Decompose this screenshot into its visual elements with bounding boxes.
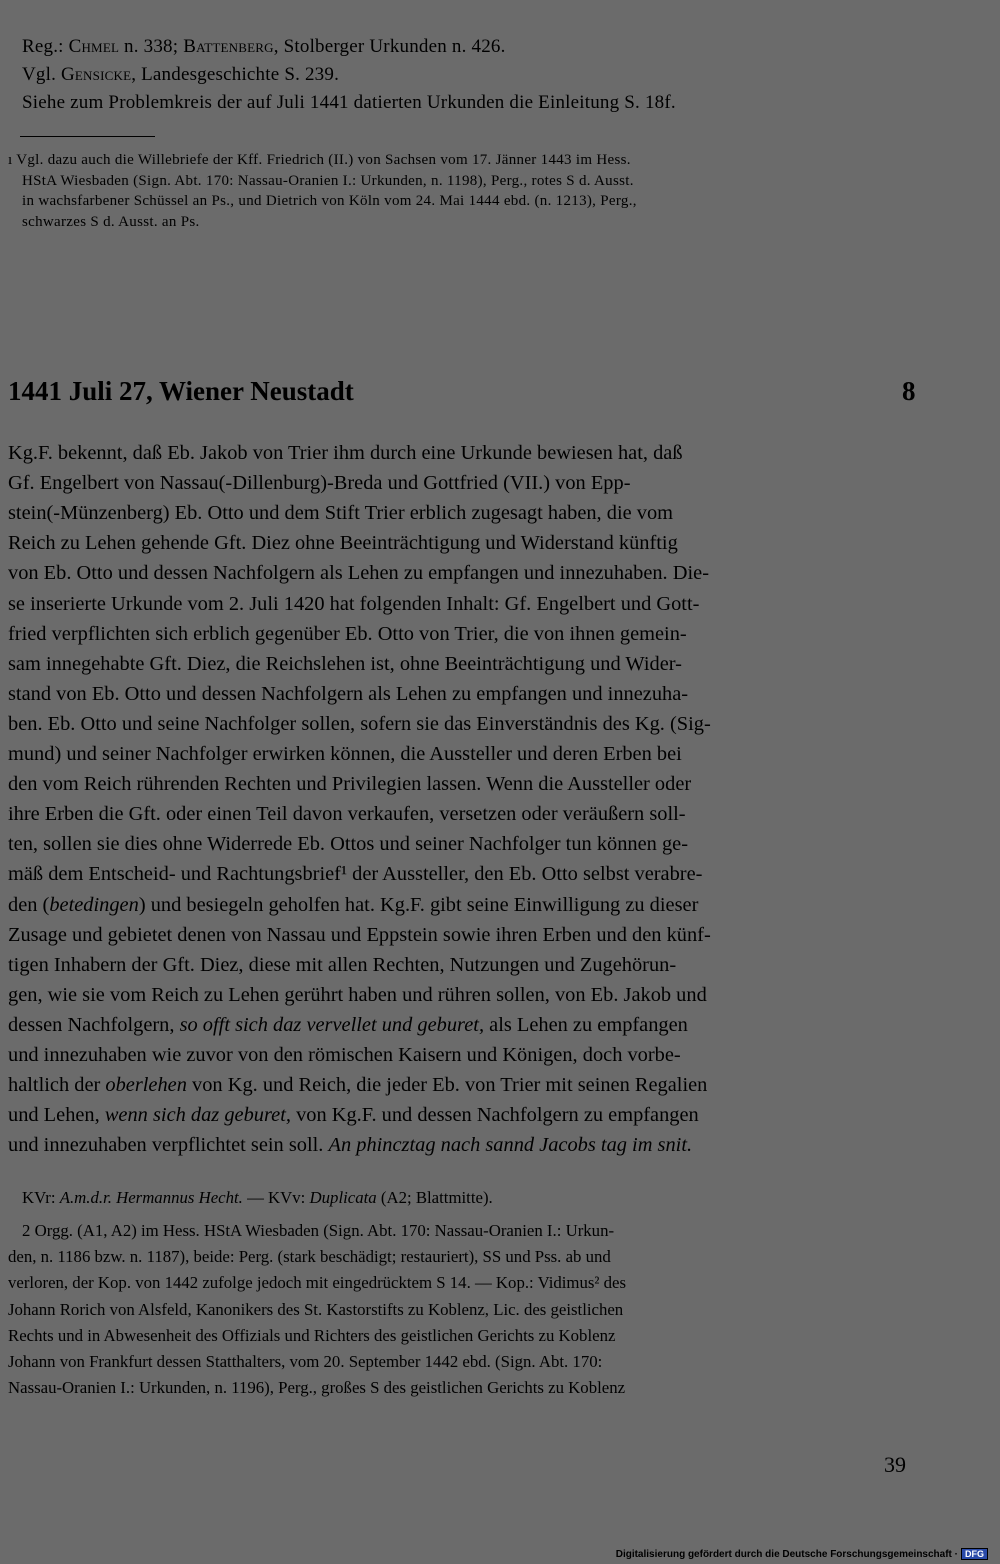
- text-segment: von Eb. Otto und dessen Nachfolgern als Lehen zu empfangen und innezuhaben. Die-: [8, 562, 709, 585]
- body-line: [8, 984, 707, 1007]
- body-line: [8, 833, 688, 856]
- text-segment: mäß dem Entscheid- und Rachtungsbrief¹ der Aussteller, den Eb. Otto selbst verabre-: [8, 863, 703, 886]
- text-segment: tigen Inhabern der Gft. Diez, diese mit allen Rechten, Nutzungen und Zugehörun-: [8, 953, 677, 976]
- body-line: [8, 773, 691, 796]
- body-line: [8, 532, 678, 555]
- body-line: [8, 1074, 707, 1097]
- text-segment: und innezuhaben wie zuvor von den römischen Kaisern und Königen, doch vorbe-: [8, 1044, 681, 1066]
- text-segment: sam innegehabte Gft. Diez, die Reichslehen ist, ohne Beeinträchtigung und Wider-: [8, 652, 682, 675]
- body-line: [8, 1134, 692, 1157]
- body-line: [8, 924, 711, 947]
- reference-line: [22, 64, 339, 86]
- text-segment: ben. Eb. Otto und seine Nachfolger sollen, sofern sie das Einverständnis des Kg. (Sig-: [8, 712, 711, 735]
- text-segment: Kg.F. bekennt, daß Eb. Jakob von Trier ihm durch eine Urkunde bewiesen hat, daß: [8, 442, 683, 464]
- body-line: [8, 954, 676, 977]
- text-segment: und Lehen,: [8, 1104, 105, 1127]
- body-line: [8, 623, 687, 646]
- page-number: 39: [884, 1452, 906, 1477]
- footnote-line: ı Vgl. dazu auch die Willebriefe der Kff. Friedrich (II.) von Sachsen vom 17. Jänner 1443 im Hess.: [8, 152, 631, 168]
- overlieferung-line: Nassau-Oranien I.: Urkunden, n. 1196), Perg., großes S des geistlichen Gerichts zu Koblenz: [8, 1378, 626, 1398]
- overlieferung-line: verloren, der Kop. von 1442 zufolge jedoch mit eingedrücktem S 14. — Kop.: Vidimus² des: [8, 1273, 626, 1293]
- text-segment: fried verpflichten sich erblich gegenüber Eb. Otto von Trier, die von ihnen gemein-: [8, 622, 687, 645]
- reference-line: [22, 92, 676, 114]
- body-line: [8, 593, 699, 616]
- reference-segment: Chmel: [68, 36, 120, 57]
- italic-quote: An phincztag nach sannd Jacobs tag im snit.: [328, 1134, 693, 1157]
- reference-line: [22, 36, 506, 58]
- text-segment: haltlich der: [8, 1074, 106, 1097]
- body-line: [8, 683, 688, 706]
- body-line: [8, 743, 682, 766]
- text-segment: dessen Nachfolgern,: [8, 1013, 180, 1036]
- text-segment: Reich zu Lehen gehende Gft. Diez ohne Beeinträchtigung und Widerstand künftig: [8, 532, 678, 555]
- text-segment: Gf. Engelbert von Nassau(-Dillenburg)-Breda und Gottfried (VII.) von Epp-: [8, 472, 631, 495]
- body-line: [8, 803, 686, 826]
- reference-segment: Reg.:: [22, 36, 69, 57]
- text-segment: — KVv:: [242, 1188, 310, 1207]
- overlieferung-line: Johann von Frankfurt dessen Statthalters, vom 20. September 1442 ebd. (Sign. Abt. 170:: [8, 1352, 603, 1371]
- reference-segment: Gensicke: [61, 64, 132, 85]
- text-segment: den vom Reich rührenden Rechten und Privilegien lassen. Wenn die Aussteller oder: [8, 773, 692, 796]
- text-segment: stand von Eb. Otto und dessen Nachfolgern als Lehen zu empfangen und innezuha-: [8, 682, 689, 705]
- text-segment: als Lehen zu empfangen: [484, 1013, 688, 1036]
- reference-segment: Vgl.: [22, 64, 61, 85]
- text-segment: stein(-Münzenberg) Eb. Otto und dem Stift Trier erblich zugesagt haben, die vom: [8, 502, 674, 525]
- body-line: [8, 562, 709, 585]
- body-line: [8, 894, 698, 917]
- body-line: [8, 472, 631, 495]
- funding-footer: [616, 1548, 988, 1560]
- document-number: 8: [902, 376, 916, 406]
- text-segment: den (: [8, 893, 50, 916]
- text-segment: und innezuhaben verpflichtet sein soll.: [8, 1134, 329, 1157]
- text-segment: von Kg. und Reich, die jeder Eb. von Trier mit seinen Regalien: [186, 1074, 708, 1097]
- text-segment: Zusage und gebietet denen von Nassau und Eppstein sowie ihren Erben und den künf-: [8, 923, 711, 946]
- body-line: [8, 653, 682, 676]
- reference-segment: Battenberg: [183, 36, 274, 57]
- text-segment: (A2; Blattmitte).: [376, 1188, 493, 1207]
- footnote-divider: [20, 136, 155, 137]
- body-line: [8, 502, 673, 525]
- body-line: [8, 1104, 699, 1127]
- document-heading: 1441 Juli 27, Wiener Neustadt: [8, 376, 354, 406]
- overlieferung-line: Rechts und in Abwesenheit des Offizials und Richters des geistlichen Gerichts zu Koblenz: [8, 1325, 616, 1345]
- text-segment: ihre Erben die Gft. oder einen Teil davon verkaufen, versetzen oder veräußern soll-: [8, 803, 686, 826]
- italic-quote: Duplicata: [309, 1188, 377, 1207]
- text-segment: gen, wie sie vom Reich zu Lehen gerührt haben und rühren sollen, von Eb. Jakob und: [8, 983, 707, 1006]
- body-line: [8, 1044, 681, 1067]
- text-segment: mund) und seiner Nachfolger erwirken können, die Aussteller und deren Erben bei: [8, 743, 682, 765]
- reference-segment: n. 338;: [119, 36, 184, 57]
- overlieferung-line: 2 Orgg. (A1, A2) im Hess. HStA Wiesbaden (Sign. Abt. 170: Nassau-Oranien I.: Urkun-: [22, 1221, 615, 1240]
- reference-segment: , Stolberger Urkunden n. 426.: [273, 36, 506, 57]
- dfg-logo: DFG: [961, 1548, 988, 1560]
- text-segment: ) und besiegeln geholfen hat. Kg.F. gibt seine Einwilligung zu dieser: [138, 893, 699, 916]
- text-segment: KVr:: [22, 1188, 60, 1207]
- body-line: [8, 442, 683, 465]
- overlieferung-line: den, n. 1186 bzw. n. 1187), beide: Perg. (stark beschädigt; restauriert), SS und Pss. ab und: [8, 1247, 611, 1267]
- body-line: [8, 1014, 688, 1037]
- funding-text: Digitalisierung gefördert durch die Deutsche Forschungsgemeinschaft ·: [615, 1548, 958, 1560]
- text-segment: ten, sollen sie dies ohne Widerrede Eb. Ottos und seiner Nachfolger tun können ge-: [8, 833, 688, 856]
- italic-quote: betedingen: [49, 893, 139, 916]
- text-segment: se inserierte Urkunde vom 2. Juli 1420 hat folgenden Inhalt: Gf. Engelbert und Gott-: [8, 592, 700, 615]
- italic-quote: so offt sich daz vervellet und geburet,: [179, 1013, 485, 1036]
- body-line: [8, 713, 711, 736]
- footnote-line: HStA Wiesbaden (Sign. Abt. 170: Nassau-Oranien I.: Urkunden, n. 1198), Perg., rotes S d. Ausst.: [22, 172, 634, 189]
- italic-quote: A.m.d.r. Hermannus Hecht.: [59, 1188, 243, 1207]
- footnote-line: schwarzes S d. Ausst. an Ps.: [22, 214, 200, 231]
- footnote-line: in wachsfarbener Schüssel an Ps., und Dietrich von Köln vom 24. Mai 1444 ebd. (n. 1213), Perg.,: [22, 193, 637, 210]
- italic-quote: oberlehen: [105, 1074, 187, 1097]
- reference-segment: Siehe zum Problemkreis der auf Juli 1441 datierten Urkunden die Einleitung S. 18f.: [22, 92, 676, 113]
- overlieferung-line: Johann Rorich von Alsfeld, Kanonikers des St. Kastorstifts zu Koblenz, Lic. des geistlichen: [8, 1299, 624, 1319]
- body-line: [8, 863, 702, 886]
- text-segment: von Kg.F. und dessen Nachfolgern zu empfangen: [290, 1104, 699, 1127]
- italic-quote: wenn sich daz geburet,: [104, 1104, 291, 1127]
- kv-line: [22, 1188, 493, 1208]
- reference-segment: , Landesgeschichte S. 239.: [131, 64, 340, 85]
